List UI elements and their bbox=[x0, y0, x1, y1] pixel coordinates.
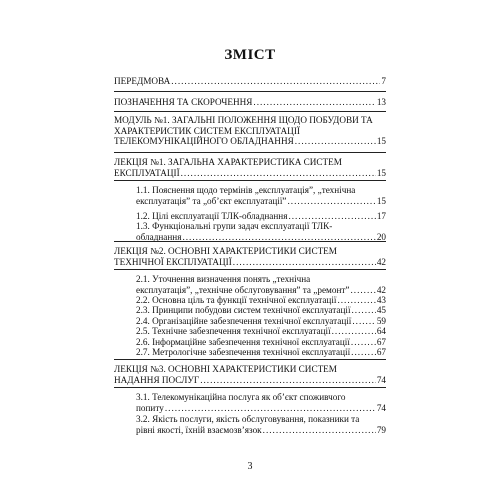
section-divider bbox=[114, 91, 386, 92]
toc-entry-text: 2.5. Технічне забезпечення технічної експлуатації bbox=[136, 326, 331, 336]
dot-leader bbox=[253, 97, 375, 108]
toc-page-number: 43 bbox=[376, 295, 386, 305]
toc-entry[interactable] bbox=[114, 246, 386, 267]
toc-entry-text: ЕКСПЛУАТАЦІЇ bbox=[114, 167, 180, 178]
toc-entry-text: експлуатація”, „технічне обслуговування” та „ремонт” bbox=[136, 284, 350, 295]
toc-page-number: 15 bbox=[376, 136, 386, 146]
dot-leader bbox=[351, 347, 376, 358]
toc-entry-text: ХАРАКТЕРИСТИК СИСТЕМ ЕКСПЛУАТАЦІЇ bbox=[114, 125, 300, 136]
toc-page-number: 15 bbox=[376, 167, 386, 178]
toc-page-number: 74 bbox=[376, 374, 386, 385]
toc-entry-text: НАДАННЯ ПОСЛУГ bbox=[114, 374, 200, 385]
dot-leader bbox=[200, 375, 376, 386]
toc-page-number: 20 bbox=[376, 231, 386, 242]
toc-subentry[interactable] bbox=[136, 392, 386, 413]
dot-leader bbox=[165, 403, 376, 414]
toc-subentry[interactable] bbox=[136, 326, 386, 337]
dot-leader bbox=[350, 285, 375, 296]
toc-page-number: 42 bbox=[376, 284, 386, 295]
toc-entry-text: обладнання bbox=[136, 231, 182, 242]
section-divider bbox=[114, 241, 386, 242]
dot-leader bbox=[171, 76, 380, 87]
toc-entry-text: ПЕРЕДМОВА bbox=[114, 76, 171, 86]
toc-entry-text: 2.3. Принципи побудови систем технічної експлуатації bbox=[136, 305, 351, 315]
toc-entry[interactable] bbox=[114, 364, 386, 385]
dot-leader bbox=[351, 337, 376, 348]
page-number: 3 bbox=[247, 461, 253, 472]
toc-entry-text: 3.1. Телекомунікаційна послуга як об’єкт споживчого bbox=[136, 392, 346, 402]
dot-leader bbox=[263, 425, 376, 436]
toc-entry-text: 2.6. Інформаційне забезпечення технічної експлуатації bbox=[136, 337, 350, 347]
toc-entry[interactable] bbox=[114, 115, 386, 147]
section-divider bbox=[114, 180, 386, 181]
toc-page-number: 74 bbox=[376, 402, 386, 413]
dot-leader bbox=[181, 168, 376, 179]
toc-page-number: 7 bbox=[381, 76, 386, 86]
toc-subentry[interactable] bbox=[136, 221, 386, 242]
section-divider bbox=[114, 111, 386, 112]
toc-entry[interactable] bbox=[114, 76, 386, 87]
toc-page-number: 67 bbox=[376, 347, 386, 357]
toc-page-number: 67 bbox=[376, 337, 386, 347]
toc-subentry[interactable] bbox=[136, 316, 386, 327]
dot-leader bbox=[337, 295, 375, 306]
toc-page-number: 17 bbox=[376, 211, 386, 221]
toc-entry-text: ПОЗНАЧЕННЯ ТА СКОРОЧЕННЯ bbox=[114, 97, 253, 107]
toc-page-number: 42 bbox=[376, 256, 386, 267]
toc-entry-text: 1.3. Функціональні групи задач експлуатації ТЛК- bbox=[136, 221, 333, 231]
toc-entry-text: ТЕЛЕКОМУНІКАЦІЙНОГО ОБЛАДНАННЯ bbox=[114, 136, 294, 146]
toc-entry-text: 2.7. Метрологічне забезпечення технічної експлуатації bbox=[136, 347, 351, 357]
toc-entry-text: 1.1. Пояснення щодо термінів „експлуатація”, „технічна bbox=[136, 185, 356, 195]
toc-entry-text: ТЕХНІЧНОЇ ЕКСПЛУАТАЦІЇ bbox=[114, 256, 232, 267]
toc-page-number: 59 bbox=[376, 316, 386, 326]
toc-entry-text: 2.1. Уточнення визначення понять „технічна bbox=[136, 274, 311, 284]
toc-subentry[interactable] bbox=[136, 274, 386, 295]
toc-entry[interactable] bbox=[114, 97, 386, 108]
toc-page-number: 13 bbox=[376, 97, 386, 107]
toc-entry-text: 3.2. Якість послуги, якість обслуговування, показники та bbox=[136, 414, 360, 424]
toc-entry-text: 2.2. Основна ціль та функції технічної експлуатації bbox=[136, 295, 337, 305]
dot-leader bbox=[352, 305, 376, 316]
toc-entry-text: 2.4. Організаційне забезпечення технічної експлуатації bbox=[136, 316, 352, 326]
toc-entry[interactable] bbox=[114, 157, 386, 178]
toc-subentry[interactable] bbox=[136, 305, 386, 316]
toc-subentry[interactable] bbox=[136, 211, 386, 222]
toc-entry-text: ЛЕКЦІЯ №2. ОСНОВНІ ХАРАКТЕРИСТИКИ СИСТЕМ bbox=[114, 246, 337, 256]
dot-leader bbox=[352, 316, 375, 327]
toc-page-number: 45 bbox=[376, 305, 386, 315]
toc-page-number: 79 bbox=[376, 424, 386, 435]
toc-entry-text: рівні якості, їхній взаємозв’язок bbox=[136, 424, 262, 435]
toc-entry-text: ЛЕКЦІЯ №3. ОСНОВНІ ХАРАКТЕРИСТИКИ СИСТЕМ bbox=[114, 364, 337, 374]
toc-subentry[interactable] bbox=[136, 337, 386, 348]
section-divider bbox=[114, 152, 386, 153]
toc-subentry[interactable] bbox=[136, 185, 386, 206]
section-divider bbox=[114, 359, 386, 360]
section-divider bbox=[114, 269, 386, 270]
toc-entry-text: попиту bbox=[136, 402, 164, 413]
toc-subentry[interactable] bbox=[136, 347, 386, 358]
dot-leader bbox=[233, 257, 376, 268]
toc-subentry[interactable] bbox=[136, 414, 386, 435]
page-title: ЗМІСТ bbox=[224, 47, 276, 63]
toc-entry-text: ЛЕКЦІЯ №1. ЗАГАЛЬНА ХАРАКТЕРИСТИКА СИСТЕМ bbox=[114, 157, 342, 167]
section-divider bbox=[114, 387, 386, 388]
dot-leader bbox=[295, 136, 376, 147]
toc-page-number: 64 bbox=[376, 326, 386, 336]
toc-entry-text: 1.2. Цілі експлуатації ТЛК-обладнання bbox=[136, 211, 288, 221]
toc-subentry[interactable] bbox=[136, 295, 386, 306]
toc-entry-text: МОДУЛЬ №1. ЗАГАЛЬНІ ПОЛОЖЕННЯ ЩОДО ПОБУДОВИ ТА bbox=[114, 115, 373, 125]
dot-leader bbox=[332, 326, 376, 337]
dot-leader bbox=[288, 196, 376, 207]
toc-page-number: 15 bbox=[376, 195, 386, 206]
toc-entry-text: експлуатація” та „об’єкт експлуатації” bbox=[136, 195, 287, 206]
dot-leader bbox=[288, 211, 375, 222]
